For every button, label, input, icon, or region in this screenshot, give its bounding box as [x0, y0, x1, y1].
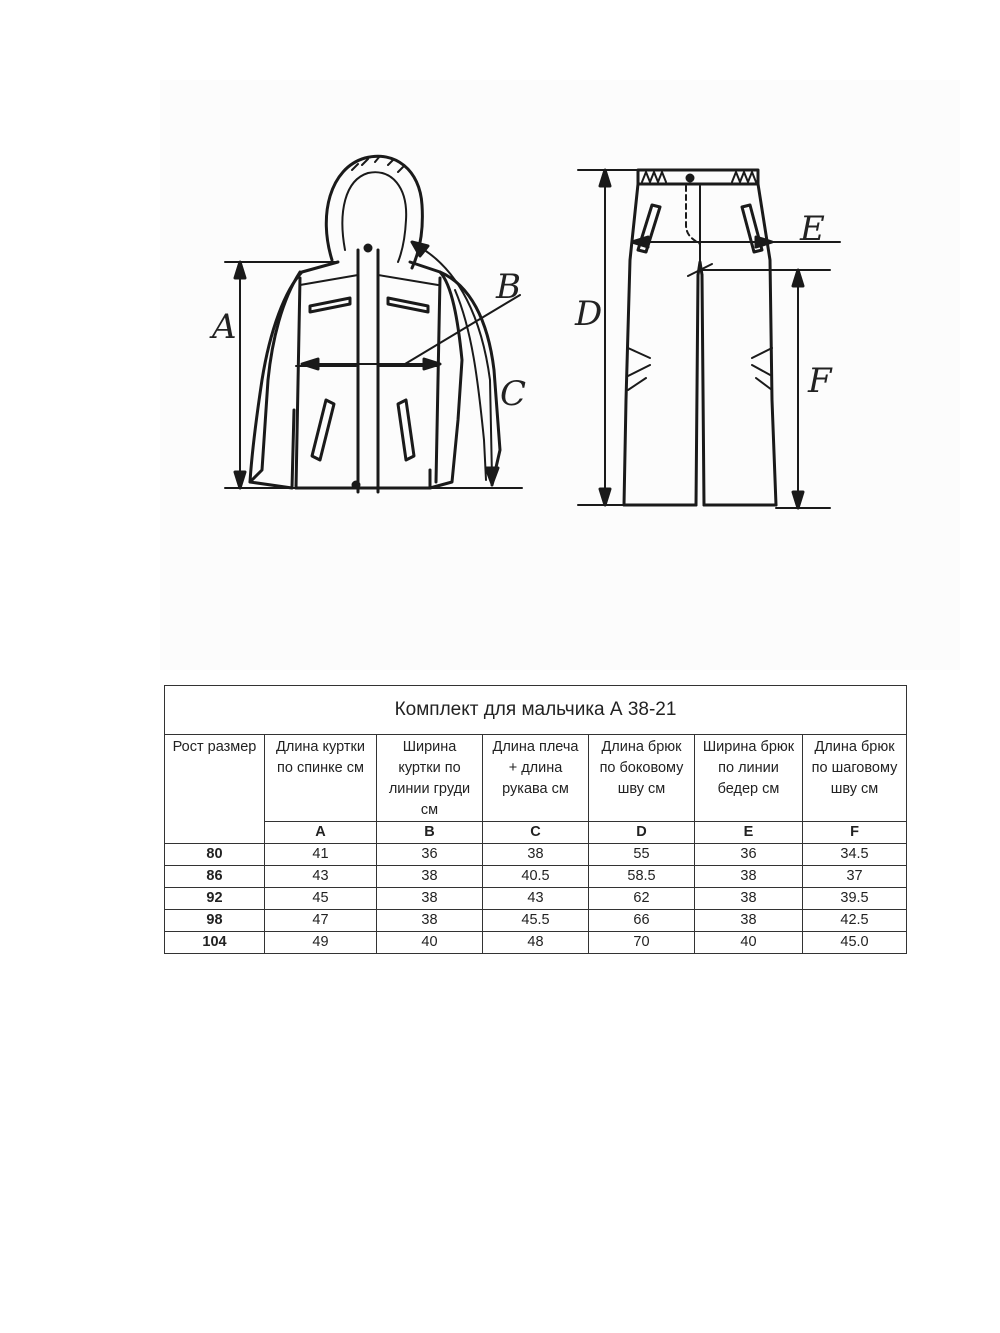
size-column-header-text: Рост размер — [172, 739, 257, 755]
trousers-elastic-right — [732, 172, 756, 182]
table-cell: 62 — [589, 888, 695, 910]
measure-d-arrow-top — [600, 170, 610, 186]
table-cell: 38 — [377, 910, 483, 932]
table-cell: 58.5 — [589, 866, 695, 888]
size-cell: 86 — [165, 866, 265, 888]
jacket-hood-opening — [342, 172, 406, 262]
table-cell: 42.5 — [803, 910, 907, 932]
table-cell: 38 — [695, 888, 803, 910]
table-cell: 66 — [589, 910, 695, 932]
trousers-left-inner — [696, 275, 698, 505]
label-f: F — [808, 361, 832, 401]
size-table — [164, 685, 907, 954]
column-header-e-text: Ширина брюк по линии бедер см — [702, 739, 795, 797]
table-title-row — [165, 686, 907, 735]
jacket-chest-pocket-left — [310, 298, 350, 312]
jacket-left-seam — [296, 278, 300, 488]
column-header-f-text: Длина брюк по шаговому шву см — [811, 739, 898, 797]
measure-a — [209, 262, 335, 488]
table-cell: 55 — [589, 844, 695, 866]
table-title: Комплект для мальчика А 38-21 — [165, 686, 907, 735]
table-cell: 36 — [695, 844, 803, 866]
table-cell: 43 — [265, 866, 377, 888]
measure-d — [574, 170, 640, 505]
measure-f-arrow-bottom — [793, 492, 803, 508]
jacket-drawing — [250, 156, 500, 492]
column-header-f — [803, 735, 907, 822]
column-header-d-text: Длина брюк по боковому шву см — [599, 739, 684, 797]
measure-e-arrow-left — [632, 237, 648, 247]
label-e: E — [800, 209, 825, 249]
jacket-button-bottom — [353, 482, 359, 488]
column-letter-d: D — [589, 822, 695, 844]
table-row — [165, 910, 907, 932]
table-cell: 45 — [265, 888, 377, 910]
size-cell: 104 — [165, 932, 265, 954]
table-cell: 48 — [483, 932, 589, 954]
trousers-right-outline — [758, 184, 776, 505]
table-cell: 37 — [803, 866, 907, 888]
table-cell: 34.5 — [803, 844, 907, 866]
table-cell: 47 — [265, 910, 377, 932]
column-header-e — [695, 735, 803, 822]
trousers-fly — [686, 186, 700, 244]
column-header-b-text: Ширина куртки по линии груди см — [388, 739, 471, 818]
table-cell: 38 — [695, 910, 803, 932]
trousers-elastic-left — [642, 172, 666, 182]
measure-a-arrow-bottom — [235, 472, 245, 488]
table-letter-row — [165, 822, 907, 844]
table-cell: 38 — [483, 844, 589, 866]
measure-b — [302, 267, 521, 369]
column-letter-c: C — [483, 822, 589, 844]
trousers-button — [687, 175, 693, 181]
column-letter-b: B — [377, 822, 483, 844]
jacket-hem — [296, 470, 430, 488]
table-cell: 45.0 — [803, 932, 907, 954]
table-cell: 49 — [265, 932, 377, 954]
jacket-lower-pocket-left — [312, 400, 334, 460]
column-letter-e: E — [695, 822, 803, 844]
measure-b-arrow-left — [302, 359, 318, 369]
size-column-header — [165, 735, 265, 844]
measure-e-arrow-right — [756, 237, 772, 247]
size-cell: 80 — [165, 844, 265, 866]
column-header-b — [377, 735, 483, 822]
column-letter-f: F — [803, 822, 907, 844]
table-row — [165, 866, 907, 888]
column-header-c — [483, 735, 589, 822]
trousers-knee-right — [752, 348, 772, 390]
label-a: A — [212, 307, 237, 347]
column-header-c-text: Длина плеча + длина рукава см — [492, 739, 579, 797]
trousers-knee-left — [628, 348, 650, 390]
label-b: B — [496, 267, 521, 307]
jacket-lower-pocket-right — [398, 400, 414, 460]
measure-f — [702, 270, 833, 508]
label-d: D — [575, 294, 603, 334]
trousers-left-outline — [624, 184, 638, 505]
table-cell: 43 — [483, 888, 589, 910]
size-cell: 98 — [165, 910, 265, 932]
table-cell: 40.5 — [483, 866, 589, 888]
measure-c-arrow-bottom — [486, 468, 498, 484]
measure-e — [632, 209, 840, 249]
table-cell: 40 — [695, 932, 803, 954]
table-cell: 38 — [377, 888, 483, 910]
jacket-yoke — [300, 275, 438, 285]
table-row — [165, 932, 907, 954]
measure-c-arrow-top — [412, 242, 428, 256]
label-c: C — [500, 374, 527, 414]
column-header-a — [265, 735, 377, 822]
table-row — [165, 888, 907, 910]
measure-a-arrow-top — [235, 262, 245, 278]
jacket-button-top — [365, 245, 371, 251]
jacket-placket — [358, 250, 378, 492]
table-cell: 45.5 — [483, 910, 589, 932]
trousers-drawing — [624, 170, 776, 505]
table-cell: 41 — [265, 844, 377, 866]
table-cell: 70 — [589, 932, 695, 954]
table-cell: 40 — [377, 932, 483, 954]
trousers-right-inner — [702, 275, 704, 505]
table-cell: 38 — [695, 866, 803, 888]
table-cell: 39.5 — [803, 888, 907, 910]
table-row — [165, 844, 907, 866]
column-letter-a: A — [265, 822, 377, 844]
table-cell: 38 — [377, 866, 483, 888]
measure-d-arrow-bottom — [600, 489, 610, 505]
measure-f-arrow-top — [793, 270, 803, 286]
table-cell: 36 — [377, 844, 483, 866]
column-header-a-text: Длина куртки по спинке см — [276, 739, 365, 776]
table-header-row — [165, 735, 907, 822]
column-header-d — [589, 735, 695, 822]
jacket-right-seam — [436, 278, 440, 482]
size-cell: 92 — [165, 888, 265, 910]
jacket-chest-pocket-right — [388, 298, 428, 312]
